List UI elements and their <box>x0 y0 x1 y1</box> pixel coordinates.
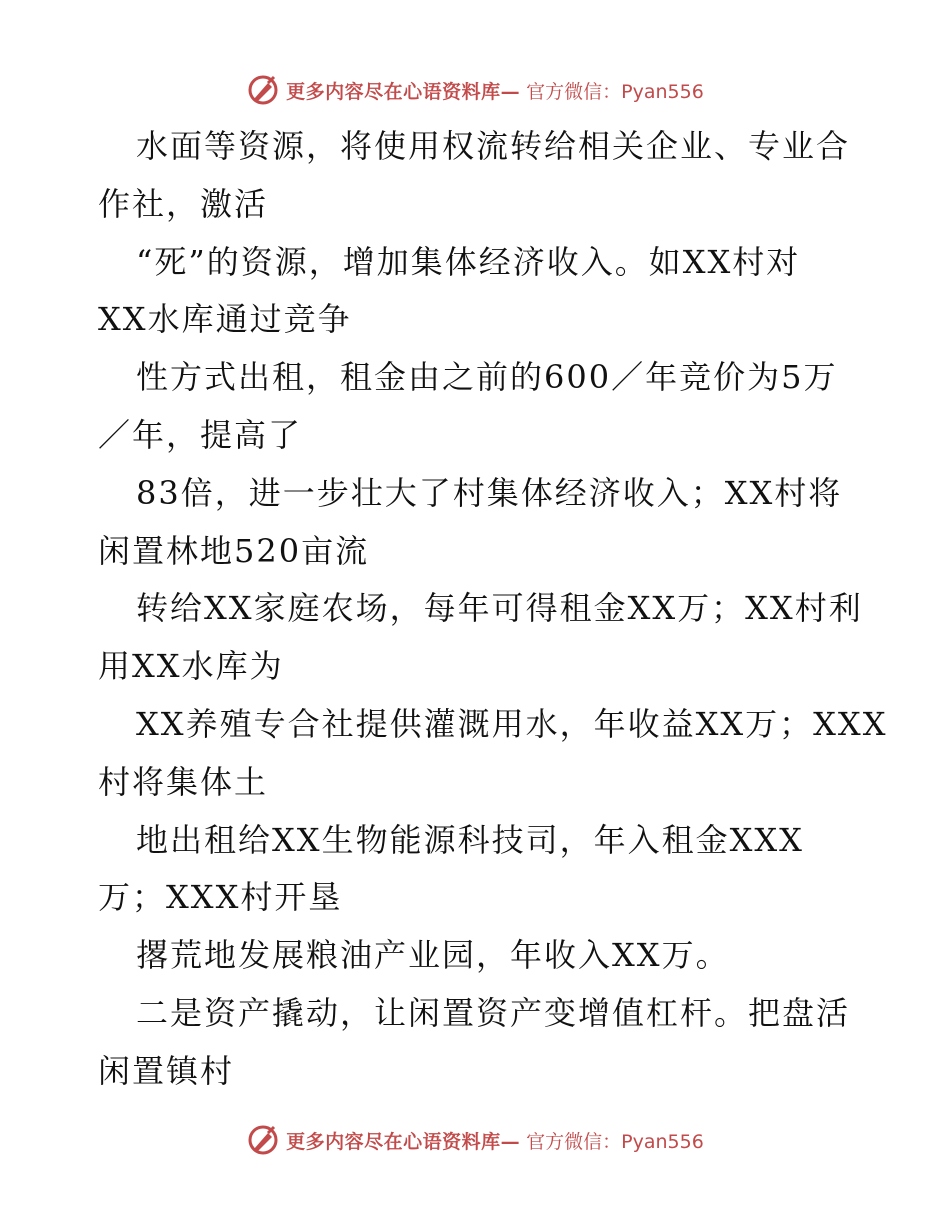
body-line: 闲置林地520亩流 <box>98 531 370 570</box>
body-line: 撂荒地发展粮油产业园，年收入XX万。 <box>136 936 730 975</box>
body-line: 闲置镇村 <box>98 1051 235 1090</box>
banner-title: 更多内容尽在心语资料库— <box>286 1130 521 1153</box>
body-line: XX养殖专合社提供灌溉用水，年收益XX万；XXX <box>136 704 888 743</box>
document-body <box>98 118 888 1101</box>
body-line: 83倍，进一步壮大了村集体经济收入；XX村将 <box>136 473 843 512</box>
body-line: 二是资产撬动，让闲置资产变增值杠杆。把盘活 <box>136 993 851 1032</box>
banner-contact: 官方微信：Pyan556 <box>526 1130 704 1153</box>
pen-nib-logo-icon <box>246 1123 280 1157</box>
body-line: 性方式出租，租金由之前的600／年竞价为5万 <box>136 358 838 397</box>
body-line: 用XX水库为 <box>98 647 284 686</box>
banner-title: 更多内容尽在心语资料库— <box>286 80 521 103</box>
body-line: ／年，提高了 <box>98 415 303 454</box>
pen-nib-logo-icon <box>246 73 280 107</box>
footer-banner <box>0 1120 950 1160</box>
body-line: 作社，激活 <box>98 184 269 223</box>
body-line: 万；XXX村开垦 <box>98 878 343 917</box>
body-line: 转给XX家庭农场，每年可得租金XX万；XX村利 <box>136 589 863 628</box>
body-line: 水面等资源，将使用权流转给相关企业、专业合 <box>136 127 851 165</box>
body-line: “死”的资源，增加集体经济收入。如XX村对 <box>136 242 801 281</box>
header-banner <box>0 70 950 110</box>
body-line: 村将集体土 <box>98 762 269 801</box>
banner-contact: 官方微信：Pyan556 <box>526 80 704 103</box>
body-line: XX水库通过竞争 <box>98 300 352 339</box>
body-line: 地出租给XX生物能源科技司，年入租金XXX <box>136 820 804 859</box>
